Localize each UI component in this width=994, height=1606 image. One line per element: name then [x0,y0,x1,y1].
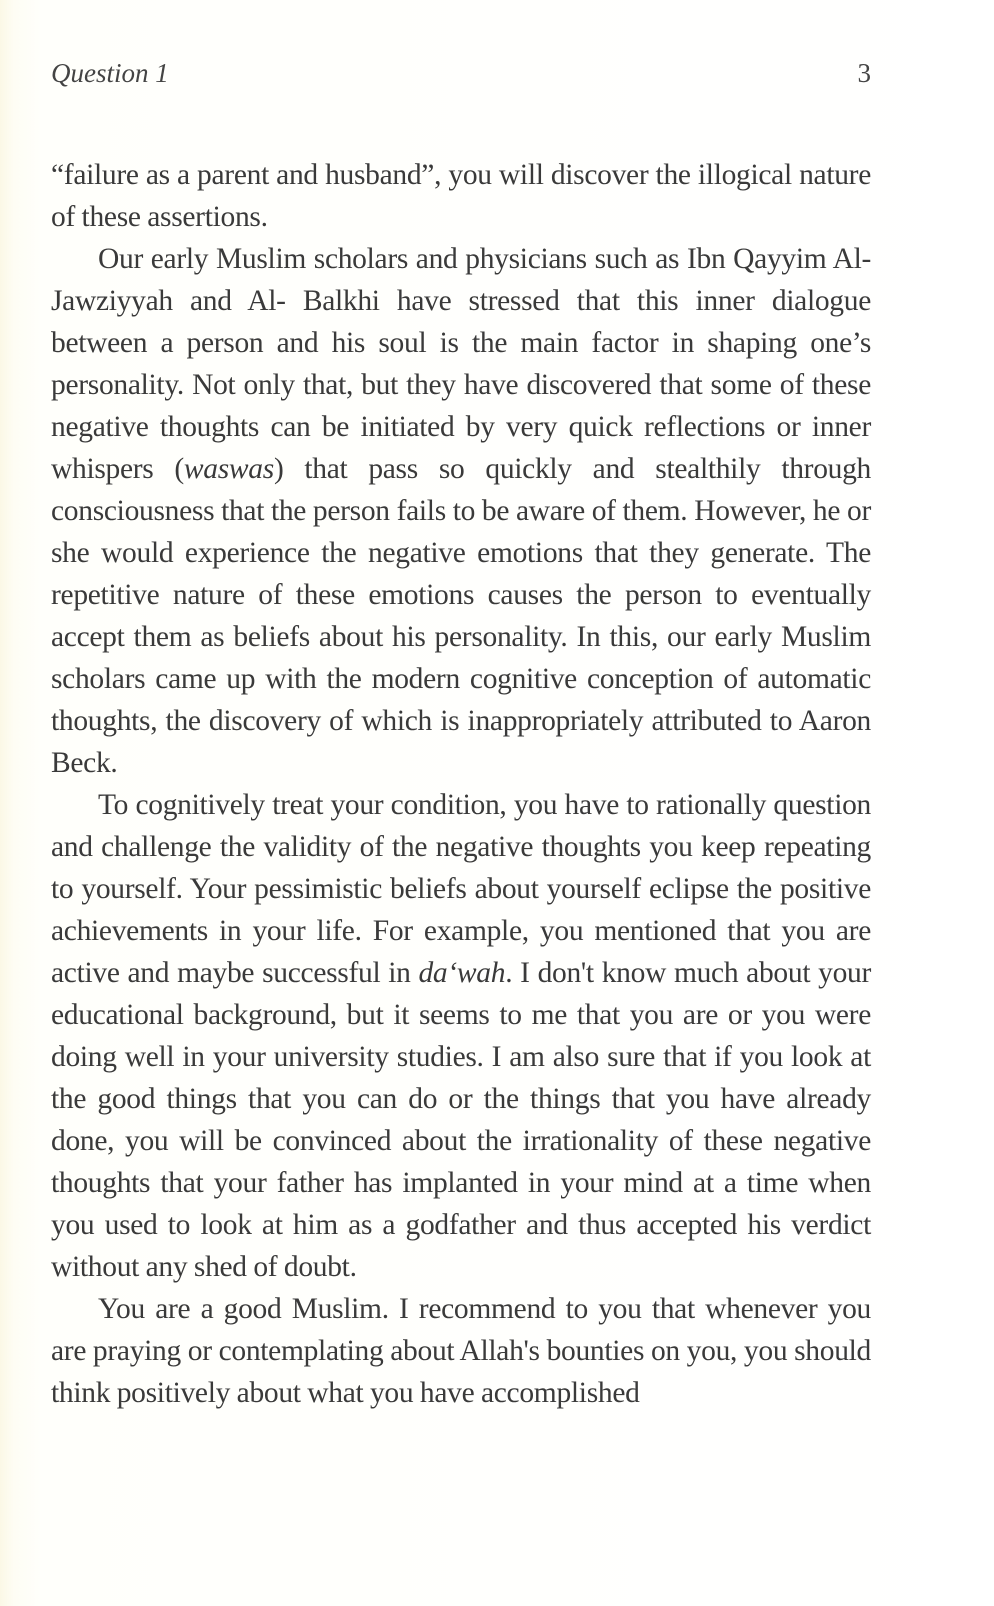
text-segment: You are a good Muslim. I recommend to you that whenever you are praying or contemplating about Allah's bounties on you, you should think positively about what you have accomplished [51,1293,871,1409]
paragraph-1 [51,154,871,238]
italic-term-waswas: waswas [183,453,274,485]
text-segment: “failure as a parent and husband”, you will discover the illogical nature of these assertions. [51,159,871,233]
text-segment: . I don't know much about your educational background, but it seems to me that you are or you were doing well in your university studies. I am also sure that if you look at the good things that you can do or the things that you have already done, you will be convinced about the irrationality of these negative thoughts that your father has implanted in your mind at a time when you used to look at him as a godfather and thus accepted his verdict without any shed of doubt. [51,957,871,1283]
italic-term-dawah: da‘wah [418,957,506,989]
page-number: 3 [857,58,871,88]
paragraph-2 [51,238,871,784]
text-segment: ) that pass so quickly and stealthily through consciousness that the person fails to be aware of them. However, he or she would experience the negative emotions that they generate. The repetitive nature of these emotions causes the person to eventually accept them as beliefs about his personality. In this, our early Muslim scholars came up with the modern cognitive conception of automatic thoughts, the discovery of which is inappropriately attributed to Aaron Beck. [51,453,872,779]
paragraph-3 [51,784,871,1288]
text-segment: Our early Muslim scholars and physicians such as Ibn Qayyim Al-Jawziyyah and Al- Balkhi have stressed that this inner dialogue between a person and his soul is the main factor in shaping one’s personality. Not only that, but they have discovered that some of these negative thoughts can be initiated by very quick reflections or inner whispers ( [51,243,871,485]
paragraph-4 [51,1288,871,1414]
page-header [51,58,871,89]
body-text [51,154,871,1414]
running-title: Question 1 [51,58,169,88]
text-segment: To cognitively treat your condition, you have to rationally question and challenge the validity of the negative thoughts you keep repeating to yourself. Your pessimistic beliefs about yourself eclipse the positive achievements in your life. For example, you mentioned that you are active and maybe successful in [51,789,871,989]
